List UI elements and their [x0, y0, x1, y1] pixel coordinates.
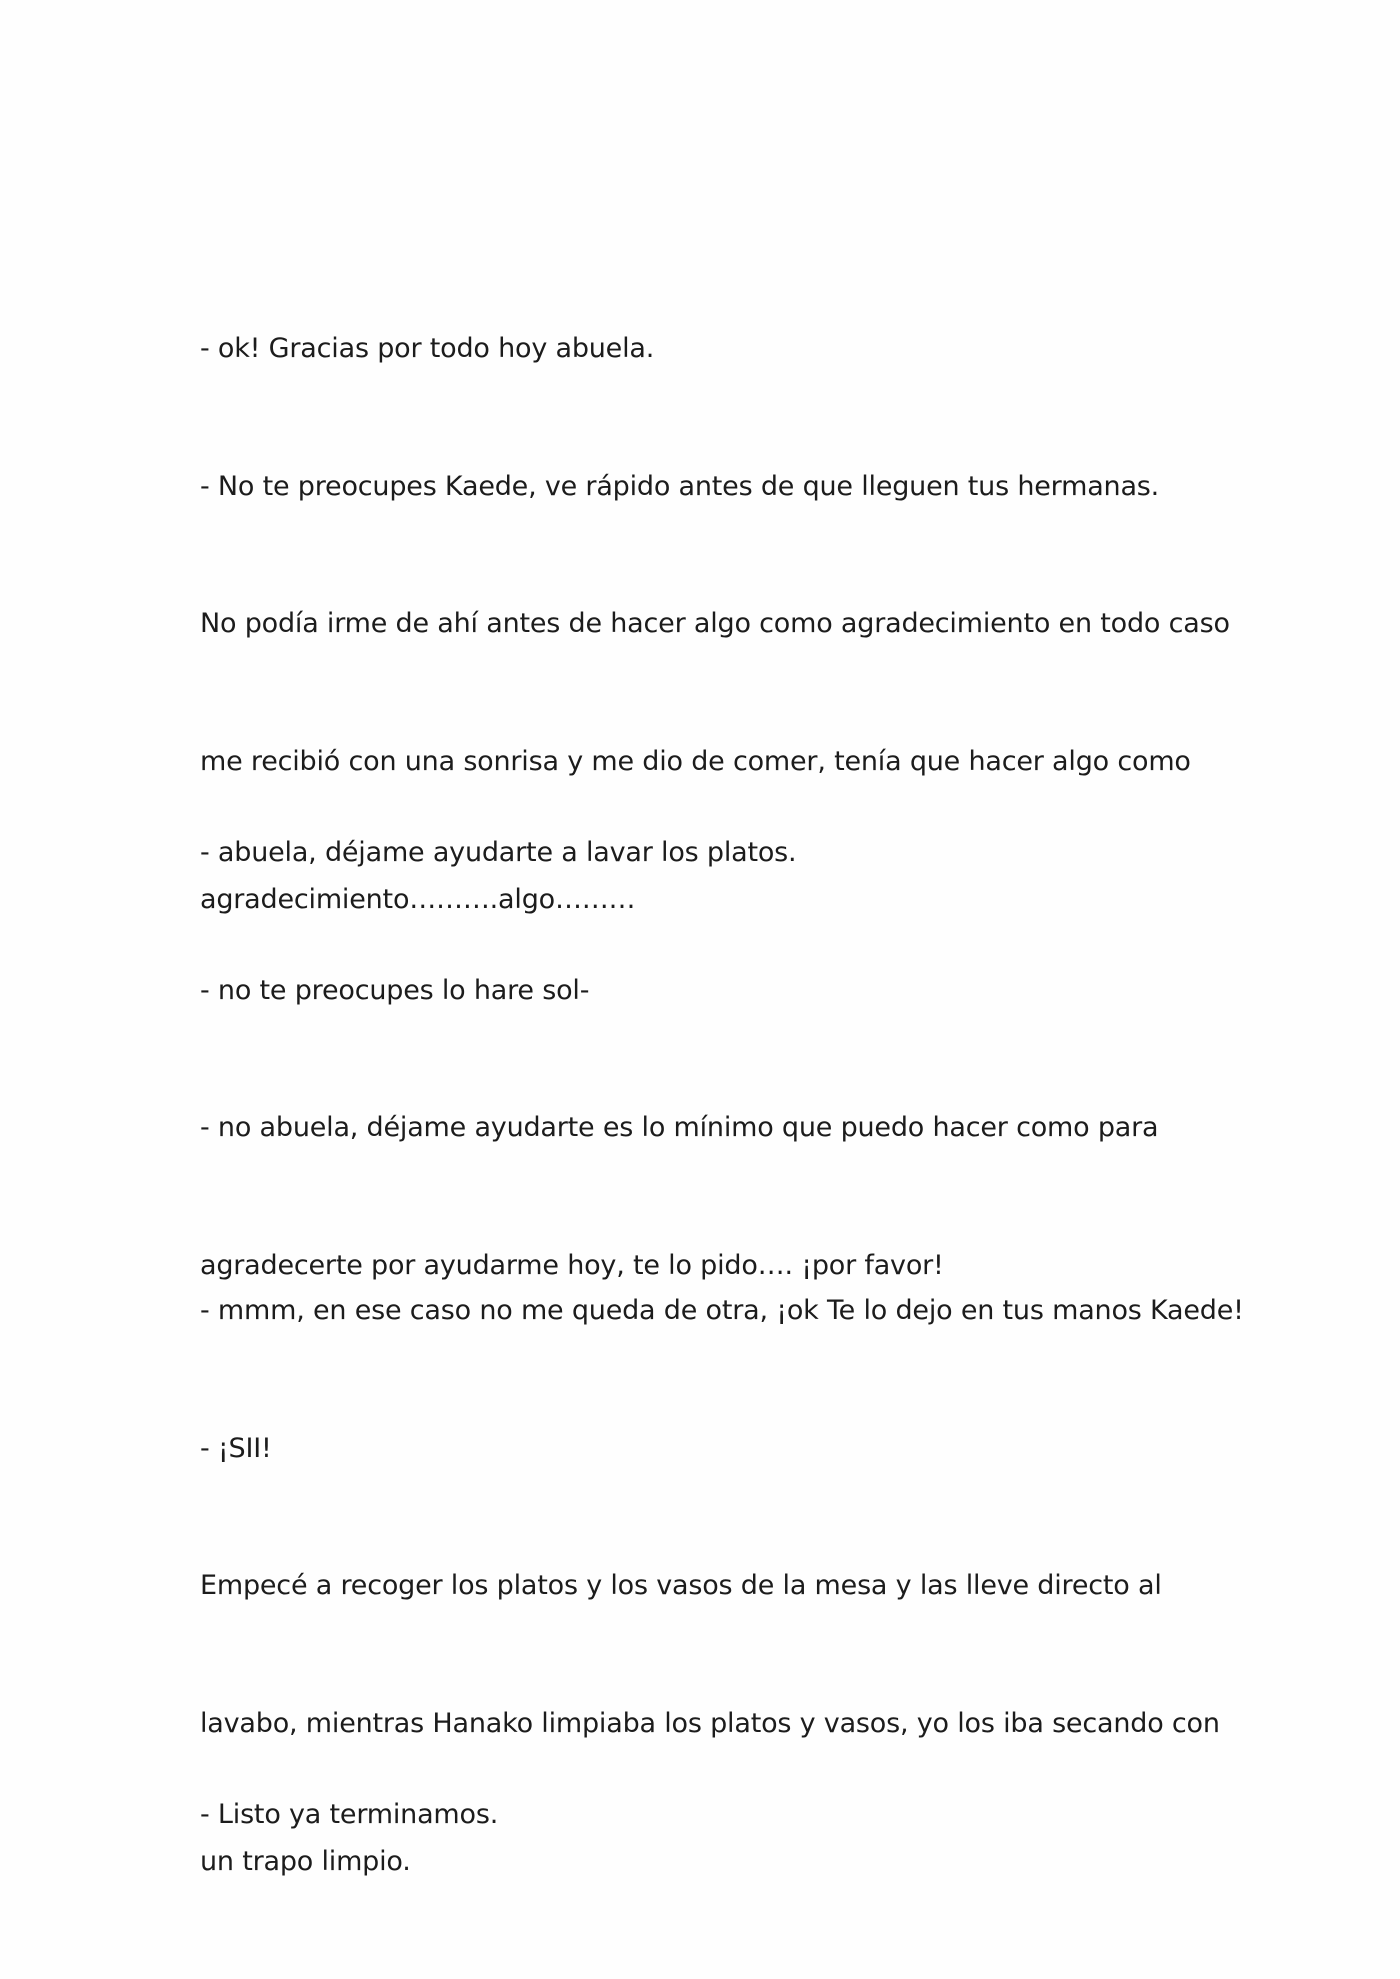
text-line: - Listo ya terminamos. [200, 1799, 499, 1830]
text-line: - no te preocupes lo hare sol- [200, 975, 590, 1006]
text-line: - ok! Gracias por todo hoy abuela. [200, 333, 655, 364]
text-line: Empecé a recoger los platos y los vasos de la mesa y las lleve directo al [200, 1570, 1162, 1601]
text-line: - no abuela, déjame ayudarte es lo mínimo que puedo hacer como para [200, 1112, 1159, 1143]
text-line: lavabo, mientras Hanako limpiaba los platos y vasos, yo los iba secando con [200, 1708, 1220, 1739]
text-line: me recibió con una sonrisa y me dio de comer, tenía que hacer algo como [200, 746, 1191, 777]
text-line: - No te preocupes Kaede, ve rápido antes de que lleguen tus hermanas. [200, 471, 1160, 502]
text-line: - ¡SII! [200, 1433, 272, 1464]
text-line: No podía irme de ahí antes de hacer algo como agradecimiento en todo caso [200, 608, 1230, 639]
text-line: un trapo limpio. [200, 1846, 411, 1877]
text-line: - abuela, déjame ayudarte a lavar los platos. [200, 837, 797, 868]
paragraph-10 [200, 1700, 1220, 1930]
text-line: agradecimiento……….algo……… [200, 884, 636, 915]
text-line: agradecerte por ayudarme hoy, te lo pido…. ¡por favor! [200, 1250, 944, 1281]
text-line: - mmm, en ese caso no me queda de otra, ¡ok Te lo dejo en tus manos Kaede! [200, 1295, 1244, 1326]
